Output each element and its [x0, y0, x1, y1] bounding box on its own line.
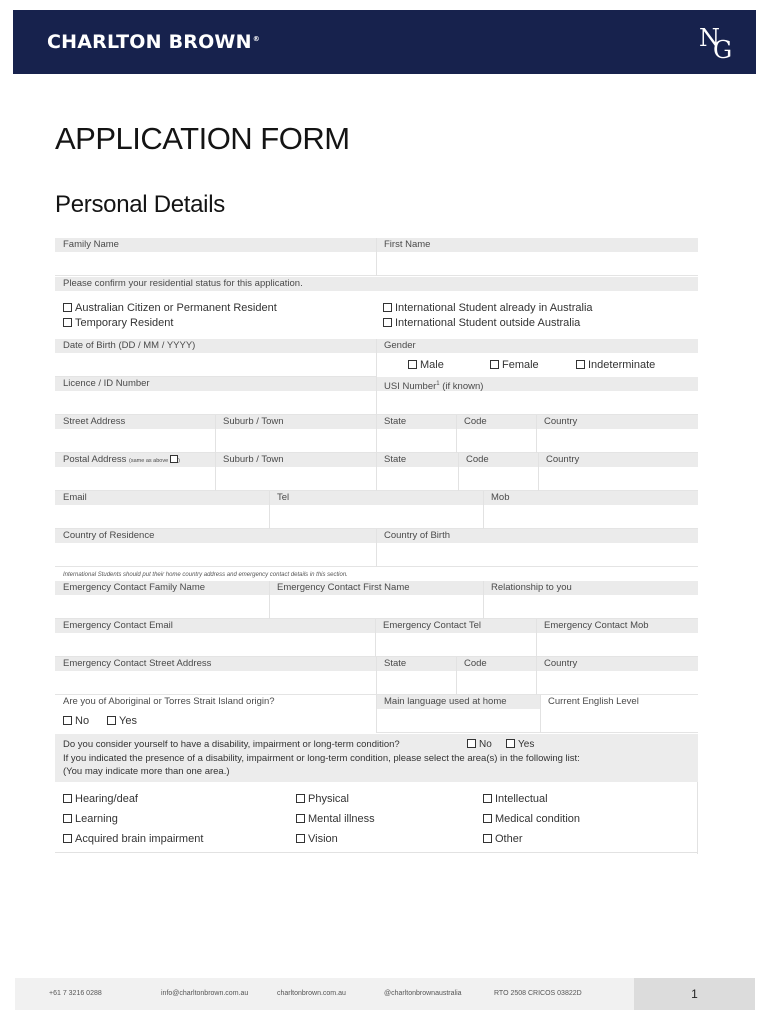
temporary-checkbox[interactable]: [63, 318, 72, 327]
footer-email[interactable]: info@charltonbrown.com.au: [161, 990, 249, 997]
option-intl-in-australia[interactable]: International Student already in Australia: [383, 301, 593, 315]
state-label: State: [376, 415, 456, 429]
divider: [55, 852, 698, 853]
email-label: Email: [55, 491, 269, 505]
divider: [536, 415, 537, 453]
postal-state-label: State: [376, 453, 458, 467]
residential-status-prompt: Please confirm your residential status for this application.: [55, 277, 698, 291]
aboriginal-yes[interactable]: Yes: [107, 714, 137, 728]
gender-female[interactable]: Female: [490, 358, 539, 372]
aboriginal-no[interactable]: No: [63, 714, 89, 728]
divider: [376, 695, 377, 733]
code-field[interactable]: [456, 429, 536, 453]
learning-checkbox[interactable]: [63, 814, 72, 823]
ec-street-field[interactable]: [55, 671, 376, 695]
language-field[interactable]: [376, 709, 540, 733]
aboriginal-yes-checkbox[interactable]: [107, 716, 116, 725]
male-checkbox[interactable]: [408, 360, 417, 369]
ec-tel-field[interactable]: [375, 633, 536, 657]
ec-state-field[interactable]: [376, 671, 456, 695]
ec-country-label: Country: [536, 657, 698, 671]
language-label: Main language used at home: [376, 695, 540, 709]
disability-no-checkbox[interactable]: [467, 739, 476, 748]
area-mental-illness[interactable]: Mental illness: [296, 812, 375, 826]
area-intellectual[interactable]: Intellectual: [483, 792, 548, 806]
residence-label: Country of Residence: [55, 529, 376, 543]
mob-field[interactable]: [483, 505, 698, 529]
intl-in-checkbox[interactable]: [383, 303, 392, 312]
divider: [376, 529, 377, 567]
ec-country-field[interactable]: [536, 671, 698, 695]
disability-instruction: If you indicated the presence of a disability, impairment or long-term condition, please select the area(s) in the following list:: [63, 753, 580, 764]
divider: [536, 619, 537, 657]
area-hearing[interactable]: Hearing/deaf: [63, 792, 138, 806]
divider: [697, 782, 698, 854]
divider: [483, 491, 484, 529]
brand-logo: CHARLTON BROWN®: [47, 31, 260, 53]
ec-email-field[interactable]: [55, 633, 375, 657]
tel-label: Tel: [269, 491, 483, 505]
postal-code-field[interactable]: [458, 467, 538, 491]
aboriginal-no-checkbox[interactable]: [63, 716, 72, 725]
ec-code-label: Code: [456, 657, 536, 671]
ec-state-label: State: [376, 657, 456, 671]
divider: [269, 581, 270, 619]
gender-indeterminate[interactable]: Indeterminate: [576, 358, 655, 372]
suburb-label: Suburb / Town: [215, 415, 376, 429]
ec-family-label: Emergency Contact Family Name: [55, 581, 269, 595]
footer-website[interactable]: charltonbrown.com.au: [277, 990, 346, 997]
postal-street-field[interactable]: [55, 467, 215, 491]
brain-impairment-checkbox[interactable]: [63, 834, 72, 843]
aboriginal-label: Are you of Aboriginal or Torres Strait Island origin?: [55, 695, 376, 709]
usi-label: USI Number$^1$ (if known): [376, 377, 698, 391]
gender-label: Gender: [376, 339, 698, 353]
gender-male[interactable]: Male: [408, 358, 444, 372]
mob-label: Mob: [483, 491, 698, 505]
citizen-checkbox[interactable]: [63, 303, 72, 312]
ec-tel-label: Emergency Contact Tel: [375, 619, 536, 633]
ec-email-label: Emergency Contact Email: [55, 619, 375, 633]
option-citizen-resident[interactable]: Australian Citizen or Permanent Resident: [63, 301, 277, 315]
divider: [483, 581, 484, 619]
birth-label: Country of Birth: [376, 529, 698, 543]
personal-details-form: [55, 238, 698, 854]
intl-out-checkbox[interactable]: [383, 318, 392, 327]
disability-yes-checkbox[interactable]: [506, 739, 515, 748]
divider: [536, 657, 537, 695]
area-learning[interactable]: Learning: [63, 812, 118, 826]
divider: [375, 619, 376, 657]
indeterminate-checkbox[interactable]: [576, 360, 585, 369]
email-field[interactable]: [55, 505, 269, 529]
intellectual-checkbox[interactable]: [483, 794, 492, 803]
divider: [456, 415, 457, 453]
tel-field[interactable]: [269, 505, 483, 529]
street-field[interactable]: [55, 429, 215, 453]
postal-state-field[interactable]: [376, 467, 458, 491]
state-field[interactable]: [376, 429, 456, 453]
option-intl-outside-australia[interactable]: International Student outside Australia: [383, 316, 580, 330]
area-vision[interactable]: Vision: [296, 832, 338, 846]
relationship-label: Relationship to you: [483, 581, 698, 595]
divider: [376, 339, 377, 377]
dob-field[interactable]: [55, 353, 376, 377]
other-checkbox[interactable]: [483, 834, 492, 843]
physical-checkbox[interactable]: [296, 794, 305, 803]
relationship-field[interactable]: [483, 595, 698, 619]
divider: [540, 695, 541, 733]
ec-first-label: Emergency Contact First Name: [269, 581, 483, 595]
female-checkbox[interactable]: [490, 360, 499, 369]
medical-condition-checkbox[interactable]: [483, 814, 492, 823]
postal-country-field[interactable]: [538, 467, 698, 491]
disability-no[interactable]: No: [467, 738, 492, 752]
divider: [458, 453, 459, 491]
disability-instruction-note: (You may indicate more than one area.): [63, 766, 230, 777]
country-label: Country: [536, 415, 698, 429]
footer: [15, 978, 755, 1010]
birth-field[interactable]: [376, 543, 698, 567]
licence-label: Licence / ID Number: [55, 377, 376, 391]
footer-phone: +61 7 3216 0288: [49, 990, 102, 997]
option-temporary-resident[interactable]: Temporary Resident: [63, 316, 173, 330]
ec-family-field[interactable]: [55, 595, 269, 619]
area-other[interactable]: Other: [483, 832, 523, 846]
divider: [376, 657, 377, 695]
postal-code-label: Code: [458, 453, 538, 467]
area-medical-condition[interactable]: Medical condition: [483, 812, 580, 826]
disability-question: Do you consider yourself to have a disability, impairment or long-term condition?: [63, 739, 400, 750]
same-as-above-checkbox[interactable]: [170, 455, 178, 463]
monogram-logo: N G: [699, 24, 733, 64]
hearing-checkbox[interactable]: [63, 794, 72, 803]
area-physical[interactable]: Physical: [296, 792, 349, 806]
ec-mob-field[interactable]: [536, 633, 698, 657]
divider: [376, 238, 377, 276]
english-label: Current English Level: [540, 695, 698, 709]
mental-illness-checkbox[interactable]: [296, 814, 305, 823]
family-name-label: Family Name: [55, 238, 376, 252]
divider: [376, 453, 377, 491]
ec-code-field[interactable]: [456, 671, 536, 695]
usi-field[interactable]: [376, 391, 698, 415]
ec-street-label: Emergency Contact Street Address: [55, 657, 376, 671]
divider: [456, 657, 457, 695]
area-brain-impairment[interactable]: Acquired brain impairment: [63, 832, 203, 846]
divider: [269, 491, 270, 529]
first-name-label: First Name: [376, 238, 698, 252]
postal-suburb-field[interactable]: [215, 467, 376, 491]
footer-social[interactable]: @charltonbrownaustralia: [384, 990, 462, 997]
postal-label: Postal Address (same as above ): [55, 453, 215, 467]
header-banner: [13, 10, 756, 74]
divider: [538, 453, 539, 491]
family-name-field[interactable]: [55, 252, 376, 276]
ec-mob-label: Emergency Contact Mob: [536, 619, 698, 633]
footer-rto: RTO 2508 CRICOS 03822D: [494, 990, 582, 997]
divider: [215, 415, 216, 453]
vision-checkbox[interactable]: [296, 834, 305, 843]
postal-suburb-label: Suburb / Town: [215, 453, 376, 467]
divider: [215, 453, 216, 491]
code-label: Code: [456, 415, 536, 429]
suburb-field[interactable]: [215, 429, 376, 453]
english-field[interactable]: [540, 709, 698, 733]
residence-field[interactable]: [55, 543, 376, 567]
postal-country-label: Country: [538, 453, 698, 467]
licence-field[interactable]: [55, 391, 376, 415]
country-field[interactable]: [536, 429, 698, 453]
disability-yes[interactable]: Yes: [506, 738, 534, 752]
page-number: 1: [634, 978, 755, 1010]
divider: [376, 415, 377, 453]
section-title: Personal Details: [55, 191, 225, 218]
international-note: International Students should put their home country address and emergency contact details in this section.: [63, 572, 348, 578]
page-title: APPLICATION FORM: [55, 121, 350, 156]
dob-label: Date of Birth (DD / MM / YYYY): [55, 339, 376, 353]
divider: [376, 377, 377, 415]
street-label: Street Address: [55, 415, 215, 429]
first-name-field[interactable]: [376, 252, 698, 276]
ec-first-field[interactable]: [269, 595, 483, 619]
